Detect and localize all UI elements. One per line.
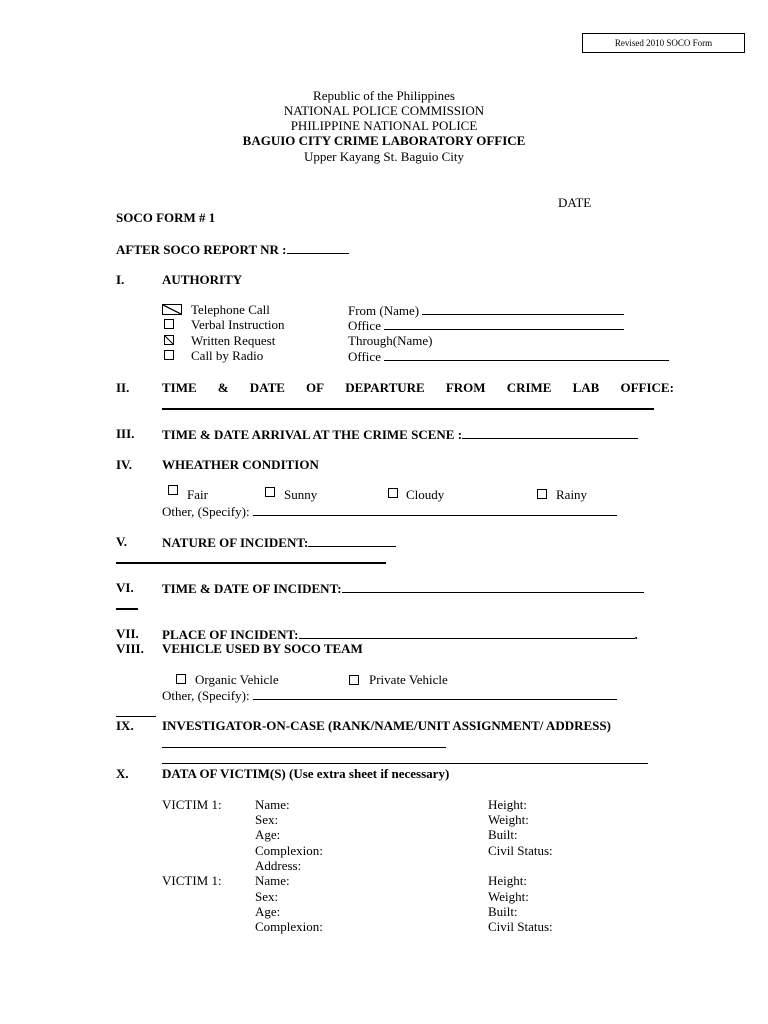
- victim-2-civil-status-label: Civil Status:: [488, 919, 553, 934]
- cloudy-label: Cloudy: [406, 487, 445, 502]
- nature-field[interactable]: [162, 534, 396, 550]
- vehicle-other-field[interactable]: Other, (Specify):: [162, 687, 617, 703]
- section-viii-title: VEHICLE USED BY SOCO TEAM: [162, 641, 363, 656]
- victim-1-age-label: Age:: [255, 827, 281, 842]
- vehicle-other-blank[interactable]: [253, 687, 617, 700]
- through-name-label: Through(Name): [348, 333, 433, 348]
- organic-vehicle-label: Organic Vehicle: [195, 672, 279, 687]
- date-label: DATE: [558, 195, 592, 210]
- arrival-field[interactable]: TIME & DATE ARRIVAL AT THE CRIME SCENE :: [162, 426, 638, 442]
- incident-time-blank-2[interactable]: [116, 608, 138, 610]
- section-ii-title: TIME & DATE OF DEPARTURE FROM CRIME LAB OFFICE:: [162, 380, 674, 395]
- from-name-field[interactable]: From (Name): [348, 302, 624, 318]
- victim-2-age-label: Age:: [255, 904, 281, 919]
- office-field-2[interactable]: Office: [348, 348, 669, 364]
- verbal-instruction-label: Verbal Instruction: [191, 317, 285, 332]
- header-republic: Republic of the Philippines: [313, 88, 455, 103]
- victim-2-sex-label: Sex:: [255, 889, 279, 904]
- verbal-instruction-checkbox[interactable]: [164, 319, 174, 329]
- section-iv-number: IV.: [116, 457, 133, 472]
- organic-vehicle-checkbox[interactable]: [176, 674, 186, 684]
- arrival-blank[interactable]: [462, 426, 638, 439]
- section-vi-title: TIME & DATE OF INCIDENT:: [162, 581, 342, 596]
- section-i-title: AUTHORITY: [162, 272, 243, 287]
- from-name-blank[interactable]: [422, 302, 624, 315]
- victim-1-weight-label: Weight:: [488, 812, 529, 827]
- fair-checkbox[interactable]: [168, 485, 178, 495]
- call-by-radio-checkbox[interactable]: [164, 350, 174, 360]
- section-x-title: DATA OF VICTIM(S) (Use extra sheet if necessary): [162, 766, 450, 781]
- written-request-checkbox[interactable]: [164, 335, 174, 345]
- header-office: BAGUIO CITY CRIME LABORATORY OFFICE: [242, 133, 526, 148]
- section-i-number: I.: [116, 272, 125, 287]
- fair-label: Fair: [187, 487, 208, 502]
- incident-time-field[interactable]: [162, 580, 644, 596]
- victim-1-sex-label: Sex:: [255, 812, 279, 827]
- after-report-label: AFTER SOCO REPORT NR: [116, 242, 279, 257]
- office-field-1[interactable]: Office: [348, 317, 624, 333]
- header-address: Upper Kayang St. Baguio City: [304, 149, 464, 164]
- written-request-label: Written Request: [191, 333, 276, 348]
- rainy-checkbox[interactable]: [537, 489, 547, 499]
- place-field[interactable]: PLACE OF INCIDENT: .: [162, 627, 638, 642]
- office-blank-2[interactable]: [384, 348, 669, 361]
- victim-2-built-label: Built:: [488, 904, 518, 919]
- nature-blank[interactable]: [308, 534, 396, 547]
- section-ix-title: INVESTIGATOR-ON-CASE (RANK/NAME/UNIT ASSIGNMENT/ ADDRESS): [162, 718, 611, 733]
- form-number: SOCO FORM # 1: [116, 210, 216, 225]
- section-x-number: X.: [116, 766, 129, 781]
- victim-1-name-label: Name:: [255, 797, 290, 812]
- section-vii-number: VII.: [116, 626, 139, 641]
- weather-other-blank[interactable]: [253, 503, 617, 516]
- investigator-blank-2[interactable]: [162, 763, 648, 764]
- victim-2-label: VICTIM 1:: [162, 873, 222, 888]
- header-napolcom: NATIONAL POLICE COMMISSION: [283, 103, 485, 118]
- victim-1-civil-status-label: Civil Status:: [488, 843, 553, 858]
- victim-1-address-label: Address:: [255, 858, 302, 873]
- call-by-radio-label: Call by Radio: [191, 348, 264, 363]
- office-blank-1[interactable]: [384, 317, 624, 330]
- victim-2-name-label: Name:: [255, 873, 290, 888]
- victim-2-weight-label: Weight:: [488, 889, 529, 904]
- cloudy-checkbox[interactable]: [388, 488, 398, 498]
- investigator-blank-1[interactable]: [162, 747, 446, 748]
- section-iv-title: WHEATHER CONDITION: [162, 457, 319, 472]
- after-report-field[interactable]: AFTER SOCO REPORT NR :: [116, 241, 349, 257]
- section-ix-number: IX.: [116, 718, 134, 733]
- victim-2-complexion-label: Complexion:: [255, 919, 323, 934]
- section-viii-number: VIII.: [116, 641, 144, 656]
- section-v-title: NATURE OF INCIDENT:: [162, 535, 309, 550]
- victim-1-label: VICTIM 1:: [162, 797, 222, 812]
- section-iii-number: III.: [116, 426, 135, 441]
- nature-blank-2[interactable]: [116, 562, 386, 564]
- investigator-rule: [116, 716, 156, 717]
- rainy-label: Rainy: [556, 487, 588, 502]
- telephone-call-checkbox[interactable]: [162, 304, 182, 315]
- incident-time-blank[interactable]: [342, 580, 644, 593]
- departure-blank[interactable]: [162, 408, 654, 410]
- victim-2-height-label: Height:: [488, 873, 527, 888]
- weather-other-field[interactable]: Other, (Specify):: [162, 503, 617, 519]
- victim-1-built-label: Built:: [488, 827, 518, 842]
- section-v-number: V.: [116, 534, 127, 549]
- section-iii-title: TIME & DATE ARRIVAL AT THE CRIME SCENE: [162, 427, 455, 442]
- section-vii-title: PLACE OF INCIDENT:: [162, 627, 299, 642]
- sunny-label: Sunny: [284, 487, 318, 502]
- private-vehicle-label: Private Vehicle: [369, 672, 448, 687]
- section-ii-number: II.: [116, 380, 130, 395]
- victim-1-height-label: Height:: [488, 797, 527, 812]
- header-pnp: PHILIPPINE NATIONAL POLICE: [290, 118, 478, 133]
- place-blank[interactable]: [299, 626, 635, 639]
- telephone-call-label: Telephone Call: [191, 302, 270, 317]
- sunny-checkbox[interactable]: [265, 487, 275, 497]
- victim-1-complexion-label: Complexion:: [255, 843, 323, 858]
- section-vi-number: VI.: [116, 580, 134, 595]
- revision-label: Revised 2010 SOCO Form: [582, 33, 745, 53]
- private-vehicle-checkbox[interactable]: [349, 675, 359, 685]
- after-report-blank[interactable]: [287, 241, 349, 254]
